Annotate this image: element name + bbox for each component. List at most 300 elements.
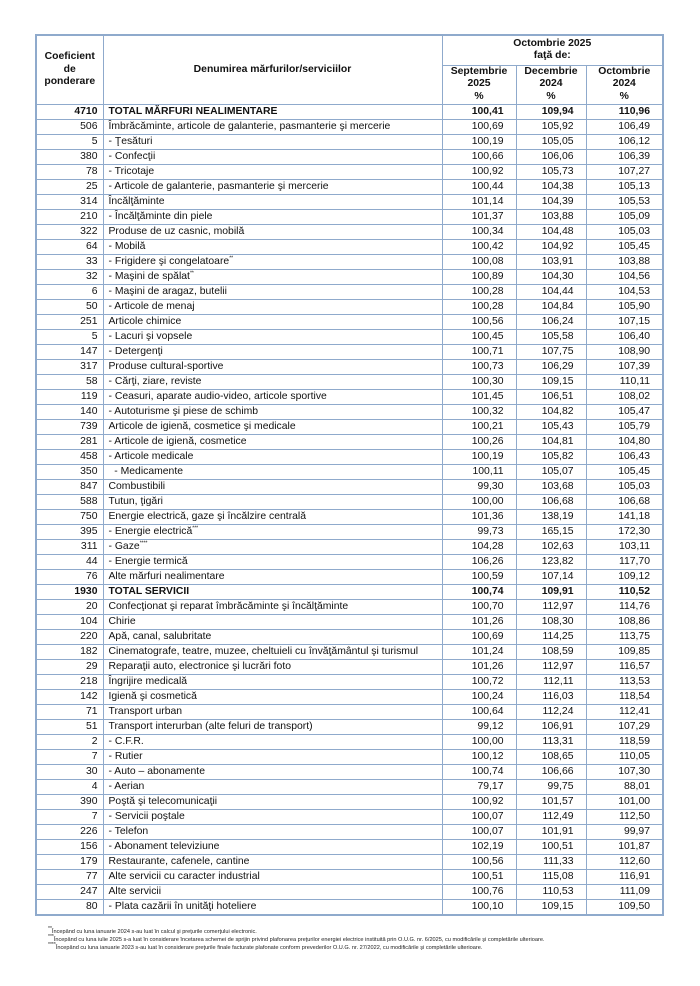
- index-sep-2025-cell: [442, 374, 516, 389]
- item-name-cell-text: - Autoturisme şi piese de schimb: [108, 405, 259, 417]
- index-oct-2024-cell-text: 116,91: [618, 870, 650, 882]
- index-oct-2024-cell-text: 110,52: [618, 585, 650, 597]
- index-dec-2024-cell: [516, 884, 586, 899]
- weight-cell: [36, 224, 103, 239]
- index-sep-2025-cell: [442, 719, 516, 734]
- index-dec-2024-cell-text: 108,65: [541, 750, 574, 762]
- index-sep-2025-cell-text: 100,64: [471, 705, 504, 717]
- index-dec-2024-cell-text: 114,25: [542, 630, 574, 642]
- index-dec-2024-cell-text: 112,11: [543, 675, 574, 687]
- index-dec-2024-cell: [516, 344, 586, 359]
- item-name-cell: [103, 104, 442, 119]
- weight-cell-text: 182: [80, 645, 98, 657]
- weight-cell: [36, 854, 103, 869]
- index-dec-2024-cell: [516, 149, 586, 164]
- item-name-cell: [103, 404, 442, 419]
- weight-cell-text: 78: [85, 165, 98, 177]
- index-sep-2025-cell: [442, 299, 516, 314]
- index-dec-2024-cell-text: 104,30: [541, 270, 574, 282]
- weight-cell: [36, 659, 103, 674]
- index-dec-2024-cell-text: 112,97: [542, 660, 574, 672]
- item-name-cell: [103, 344, 442, 359]
- index-oct-2024-cell-text: 108,02: [618, 390, 650, 402]
- index-oct-2024-cell-text: 99,97: [623, 825, 650, 837]
- index-dec-2024-cell: [516, 644, 586, 659]
- weight-cell: [36, 884, 103, 899]
- item-name-cell: [103, 494, 442, 509]
- col-label: Septembrie: [450, 65, 508, 77]
- table-row: [36, 284, 663, 299]
- index-oct-2024-cell: [586, 554, 663, 569]
- item-name-cell-text: Alte servicii: [108, 885, 162, 897]
- index-oct-2024-cell: [586, 899, 663, 915]
- index-dec-2024-cell-text: 108,59: [541, 645, 574, 657]
- index-sep-2025-cell-text: 100,44: [471, 180, 504, 192]
- index-sep-2025-cell: [442, 434, 516, 449]
- index-dec-2024-cell-text: 106,91: [541, 720, 574, 732]
- weight-cell: [36, 179, 103, 194]
- period-group-header: [442, 35, 663, 65]
- item-name-cell-text: Îngrijire medicală: [108, 675, 188, 687]
- footnote: [48, 928, 678, 936]
- item-name-cell: [103, 629, 442, 644]
- index-dec-2024-cell: [516, 569, 586, 584]
- index-oct-2024-cell: [586, 854, 663, 869]
- table-row: [36, 779, 663, 794]
- index-sep-2025-cell: [442, 359, 516, 374]
- index-dec-2024-cell: [516, 824, 586, 839]
- index-sep-2025-cell: [442, 269, 516, 284]
- index-sep-2025-cell-text: 100,56: [471, 855, 504, 867]
- index-dec-2024-cell: [516, 269, 586, 284]
- index-oct-2024-cell: [586, 194, 663, 209]
- item-name-cell: [103, 374, 442, 389]
- index-dec-2024-cell: [516, 404, 586, 419]
- index-oct-2024-cell-text: 118,59: [618, 735, 650, 747]
- index-oct-2024-cell-text: 116,57: [618, 660, 650, 672]
- item-name-cell-text: Produse de uz casnic, mobilă: [108, 225, 245, 237]
- index-dec-2024-cell-text: 106,51: [541, 390, 574, 402]
- index-dec-2024-cell: [516, 164, 586, 179]
- index-oct-2024-cell: [586, 584, 663, 599]
- item-name-cell-text: - Maşini de aragaz, butelii: [108, 285, 227, 297]
- index-sep-2025-cell-text: 100,28: [471, 300, 504, 312]
- item-name-cell-text: Transport urban: [108, 705, 183, 717]
- item-name-cell: [103, 254, 442, 269]
- index-dec-2024-cell: [516, 314, 586, 329]
- index-dec-2024-cell-text: 106,24: [541, 315, 574, 327]
- weight-cell-text: 458: [80, 450, 98, 462]
- table-row: [36, 419, 663, 434]
- weight-cell-text: 2: [91, 735, 98, 747]
- weight-cell: [36, 644, 103, 659]
- index-sep-2025-cell: [442, 629, 516, 644]
- index-sep-2025-cell-text: 100,69: [471, 630, 504, 642]
- weight-cell-text: 750: [80, 510, 98, 522]
- coef-column-header: [36, 35, 103, 104]
- index-sep-2025-cell-text: 100,69: [471, 120, 504, 132]
- index-oct-2024-cell-text: 104,53: [618, 285, 650, 297]
- weight-cell: [36, 554, 103, 569]
- index-sep-2025-cell-text: 100,74: [471, 765, 504, 777]
- weight-cell: [36, 749, 103, 764]
- index-sep-2025-cell-text: 104,28: [471, 540, 504, 552]
- index-sep-2025-cell: [442, 284, 516, 299]
- index-oct-2024-cell: [586, 614, 663, 629]
- table-row: [36, 839, 663, 854]
- index-oct-2024-cell-text: 105,03: [618, 480, 650, 492]
- weight-cell: [36, 809, 103, 824]
- table-row: [36, 464, 663, 479]
- item-name-cell: [103, 704, 442, 719]
- index-oct-2024-cell-text: 105,79: [618, 420, 650, 432]
- item-name-cell: [103, 899, 442, 915]
- index-oct-2024-cell: [586, 599, 663, 614]
- index-sep-2025-cell-text: 102,19: [471, 840, 504, 852]
- weight-cell-text: 6: [91, 285, 98, 297]
- index-sep-2025-cell: [442, 419, 516, 434]
- item-name-cell: [103, 134, 442, 149]
- index-dec-2024-cell: [516, 899, 586, 915]
- index-sep-2025-cell-text: 100,32: [471, 405, 504, 417]
- index-oct-2024-cell-text: 105,45: [618, 465, 650, 477]
- index-sep-2025-cell: [442, 524, 516, 539]
- table-row: [36, 194, 663, 209]
- index-oct-2024-cell-text: 106,68: [618, 495, 650, 507]
- item-name-cell-text: Confecţionat şi reparat îmbrăcăminte şi încălţăminte: [108, 600, 349, 612]
- index-sep-2025-cell: [442, 779, 516, 794]
- price-index-table-container: [35, 34, 662, 916]
- item-name-cell: [103, 584, 442, 599]
- table-row: [36, 689, 663, 704]
- index-dec-2024-cell-text: 105,05: [541, 135, 574, 147]
- index-oct-2024-cell-text: 109,85: [618, 645, 650, 657]
- index-dec-2024-cell: [516, 359, 586, 374]
- item-name-cell: [103, 599, 442, 614]
- weight-cell: [36, 194, 103, 209]
- item-name-cell-text: - Frigidere şi congelatoare: [108, 255, 230, 267]
- index-dec-2024-cell: [516, 629, 586, 644]
- table-row: [36, 434, 663, 449]
- item-name-cell-text: - Servicii poştale: [108, 810, 185, 822]
- table-row: [36, 599, 663, 614]
- weight-cell: [36, 764, 103, 779]
- table-row: [36, 749, 663, 764]
- weight-cell: [36, 734, 103, 749]
- index-oct-2024-cell-text: 106,43: [618, 450, 650, 462]
- table-row: [36, 629, 663, 644]
- item-name-cell-text: - C.F.R.: [108, 735, 144, 747]
- weight-cell-text: 220: [80, 630, 98, 642]
- index-oct-2024-cell: [586, 164, 663, 179]
- index-dec-2024-cell: [516, 374, 586, 389]
- table-total-row: [36, 104, 663, 119]
- col-unit: %: [619, 90, 629, 102]
- index-sep-2025-cell: [442, 179, 516, 194]
- weight-cell: [36, 149, 103, 164]
- item-name-cell-text: - Energie termică: [108, 555, 188, 567]
- index-dec-2024-cell: [516, 179, 586, 194]
- index-oct-2024-cell-text: 112,50: [618, 810, 650, 822]
- index-oct-2024-cell-text: 101,00: [618, 795, 650, 807]
- weight-cell: [36, 329, 103, 344]
- item-name-cell: [103, 329, 442, 344]
- index-oct-2024-cell: [586, 824, 663, 839]
- index-sep-2025-cell-text: 100,56: [471, 315, 504, 327]
- table-row: [36, 734, 663, 749]
- index-oct-2024-cell: [586, 269, 663, 284]
- index-sep-2025-cell: [442, 449, 516, 464]
- item-name-cell-text: Energie electrică, gaze şi încălzire centrală: [108, 510, 307, 522]
- index-oct-2024-cell-text: 108,86: [618, 615, 650, 627]
- index-dec-2024-cell: [516, 854, 586, 869]
- index-oct-2024-cell-text: 105,03: [618, 225, 650, 237]
- table-row: [36, 884, 663, 899]
- index-sep-2025-cell: [442, 614, 516, 629]
- index-dec-2024-cell-text: 103,91: [541, 255, 574, 267]
- table-row: [36, 389, 663, 404]
- weight-cell-text: 4: [91, 780, 98, 792]
- footnote-text: Începând cu luna ianuarie 2023 s-au luat în considerare preţurile finale facturate plafonate conform prevederilor O.U.G. nr. 27/2022, cu modificările şi completările ulterioare.: [55, 945, 483, 951]
- index-sep-2025-cell-text: 100,92: [471, 165, 504, 177]
- index-sep-2025-cell-text: 79,17: [477, 780, 504, 792]
- weight-cell: [36, 479, 103, 494]
- weight-cell-text: 1930: [74, 585, 98, 597]
- index-sep-2025-cell: [442, 644, 516, 659]
- index-oct-2024-cell: [586, 404, 663, 419]
- index-oct-2024-cell: [586, 794, 663, 809]
- table-row: [36, 359, 663, 374]
- index-dec-2024-cell: [516, 134, 586, 149]
- weight-cell-text: 588: [80, 495, 98, 507]
- item-name-cell: [103, 224, 442, 239]
- weight-cell: [36, 614, 103, 629]
- index-dec-2024-cell: [516, 734, 586, 749]
- table-row: [36, 494, 663, 509]
- index-dec-2024-cell-text: 105,73: [541, 165, 574, 177]
- index-sep-2025-cell-text: 101,26: [471, 660, 504, 672]
- item-name-cell: [103, 854, 442, 869]
- index-sep-2025-cell-text: 100,72: [471, 675, 504, 687]
- footnote-marker: **: [189, 270, 194, 277]
- index-dec-2024-cell-text: 115,08: [542, 870, 574, 882]
- table-row: [36, 809, 663, 824]
- index-sep-2025-cell: [442, 224, 516, 239]
- weight-cell: [36, 284, 103, 299]
- weight-cell-text: 142: [80, 690, 98, 702]
- index-dec-2024-cell-text: 106,29: [541, 360, 574, 372]
- item-name-cell: [103, 314, 442, 329]
- index-oct-2024-cell-text: 103,11: [618, 540, 650, 552]
- table-row: [36, 899, 663, 915]
- index-sep-2025-cell: [442, 104, 516, 119]
- table-total-row: [36, 584, 663, 599]
- sep-2025-column-header: [442, 65, 516, 104]
- index-oct-2024-cell: [586, 389, 663, 404]
- item-name-cell-text: - Energie electrică: [108, 525, 193, 537]
- index-dec-2024-cell: [516, 434, 586, 449]
- table-row: [36, 524, 663, 539]
- index-oct-2024-cell: [586, 689, 663, 704]
- index-dec-2024-cell-text: 111,33: [543, 855, 574, 867]
- weight-cell: [36, 524, 103, 539]
- index-dec-2024-cell: [516, 509, 586, 524]
- index-dec-2024-cell-text: 113,31: [542, 735, 574, 747]
- index-dec-2024-cell-text: 106,06: [541, 150, 574, 162]
- item-name-cell: [103, 164, 442, 179]
- index-sep-2025-cell: [442, 149, 516, 164]
- index-oct-2024-cell: [586, 464, 663, 479]
- weight-cell: [36, 434, 103, 449]
- weight-cell: [36, 539, 103, 554]
- col-year: 2025: [467, 78, 491, 90]
- index-dec-2024-cell: [516, 764, 586, 779]
- weight-cell-text: 350: [80, 465, 98, 477]
- index-dec-2024-cell-text: 109,15: [541, 375, 574, 387]
- index-sep-2025-cell-text: 100,26: [471, 435, 504, 447]
- weight-cell: [36, 779, 103, 794]
- weight-cell-text: 5: [91, 330, 98, 342]
- weight-cell: [36, 584, 103, 599]
- period-group-line2: faţă de:: [533, 50, 571, 62]
- index-oct-2024-cell-text: 107,29: [618, 720, 650, 732]
- index-sep-2025-cell-text: 100,45: [471, 330, 504, 342]
- index-dec-2024-cell: [516, 779, 586, 794]
- item-name-cell-text: Produse cultural-sportive: [108, 360, 224, 372]
- index-dec-2024-cell: [516, 329, 586, 344]
- index-sep-2025-cell-text: 100,30: [471, 375, 504, 387]
- index-dec-2024-cell: [516, 224, 586, 239]
- item-name-cell-text: - Cărţi, ziare, reviste: [108, 375, 202, 387]
- index-dec-2024-cell: [516, 719, 586, 734]
- item-name-cell-text: - Lacuri şi vopsele: [108, 330, 193, 342]
- weight-cell: [36, 344, 103, 359]
- index-oct-2024-cell: [586, 749, 663, 764]
- index-sep-2025-cell-text: 99,12: [477, 720, 504, 732]
- index-sep-2025-cell-text: 100,07: [471, 825, 504, 837]
- table-row: [36, 659, 663, 674]
- index-oct-2024-cell: [586, 734, 663, 749]
- item-name-cell-text: TOTAL SERVICII: [108, 585, 190, 597]
- item-name-cell-text: - Articole de galanterie, pasmanterie şi mercerie: [108, 180, 329, 192]
- index-oct-2024-cell-text: 104,56: [618, 270, 650, 282]
- weight-cell: [36, 119, 103, 134]
- index-dec-2024-cell-text: 112,97: [542, 600, 574, 612]
- weight-cell-text: 33: [85, 255, 98, 267]
- index-sep-2025-cell: [442, 464, 516, 479]
- weight-cell-text: 58: [85, 375, 98, 387]
- item-name-cell: [103, 194, 442, 209]
- weight-cell: [36, 824, 103, 839]
- index-oct-2024-cell-text: 113,53: [618, 675, 650, 687]
- index-oct-2024-cell: [586, 494, 663, 509]
- weight-cell: [36, 209, 103, 224]
- index-oct-2024-cell: [586, 149, 663, 164]
- index-sep-2025-cell: [442, 764, 516, 779]
- weight-cell-text: 32: [85, 270, 98, 282]
- footnote: [48, 944, 678, 952]
- table-row: [36, 374, 663, 389]
- index-dec-2024-cell: [516, 239, 586, 254]
- index-oct-2024-cell-text: 112,41: [618, 705, 650, 717]
- index-sep-2025-cell: [442, 584, 516, 599]
- item-name-cell-text: - Ţesături: [108, 135, 153, 147]
- index-sep-2025-cell: [442, 689, 516, 704]
- price-index-table: [35, 34, 664, 916]
- table-row: [36, 869, 663, 884]
- index-oct-2024-cell-text: 108,90: [618, 345, 650, 357]
- index-sep-2025-cell-text: 101,36: [471, 510, 504, 522]
- index-dec-2024-cell: [516, 704, 586, 719]
- item-name-cell: [103, 614, 442, 629]
- item-name-cell: [103, 419, 442, 434]
- footnote-text: Începând cu luna ianuarie 2024 s-au luat în calcul şi preţurile comerţului electronic.: [51, 929, 257, 935]
- index-sep-2025-cell: [442, 254, 516, 269]
- index-sep-2025-cell-text: 100,51: [471, 870, 504, 882]
- index-sep-2025-cell: [442, 239, 516, 254]
- index-sep-2025-cell-text: 100,12: [471, 750, 504, 762]
- index-oct-2024-cell-text: 172,30: [618, 525, 650, 537]
- col-year: 2024: [539, 78, 563, 90]
- weight-cell-text: 395: [80, 525, 98, 537]
- weight-cell-text: 140: [80, 405, 98, 417]
- item-name-cell-text: - Detergenţi: [108, 345, 163, 357]
- index-oct-2024-cell-text: 109,50: [618, 900, 650, 912]
- index-oct-2024-cell: [586, 209, 663, 224]
- index-sep-2025-cell-text: 100,73: [471, 360, 504, 372]
- index-oct-2024-cell: [586, 764, 663, 779]
- item-name-cell-text: Poştă şi telecomunicaţii: [108, 795, 218, 807]
- index-sep-2025-cell: [442, 314, 516, 329]
- item-name-cell: [103, 659, 442, 674]
- table-row: [36, 239, 663, 254]
- item-name-cell: [103, 464, 442, 479]
- item-name-cell: [103, 794, 442, 809]
- weight-cell-text: 147: [80, 345, 98, 357]
- item-name-cell: [103, 569, 442, 584]
- table-row: [36, 674, 663, 689]
- table-header: [36, 35, 663, 104]
- table-row: [36, 764, 663, 779]
- index-sep-2025-cell: [442, 869, 516, 884]
- index-sep-2025-cell-text: 100,11: [472, 465, 504, 477]
- index-oct-2024-cell: [586, 419, 663, 434]
- index-dec-2024-cell-text: 109,15: [541, 900, 574, 912]
- table-row: [36, 119, 663, 134]
- item-name-cell-text: - Tricotaje: [108, 165, 155, 177]
- index-oct-2024-cell: [586, 254, 663, 269]
- item-name-cell: [103, 644, 442, 659]
- weight-cell: [36, 134, 103, 149]
- weight-cell: [36, 359, 103, 374]
- index-dec-2024-cell-text: 106,68: [541, 495, 574, 507]
- index-oct-2024-cell: [586, 629, 663, 644]
- index-sep-2025-cell: [442, 389, 516, 404]
- index-dec-2024-cell-text: 112,24: [542, 705, 574, 717]
- index-oct-2024-cell: [586, 704, 663, 719]
- footnote-text: Începând cu luna iulie 2025 s-a luat în considerare încetarea schemei de sprijin privind plafonarea preţurilor energiei electrice instituită prin O.U.G. nr. 6/2025, cu modificările şi completările ulterioare.: [53, 937, 545, 943]
- item-name-cell-text: - Ceasuri, aparate audio-video, articole sportive: [108, 390, 327, 402]
- index-oct-2024-cell-text: 109,12: [618, 570, 650, 582]
- table-row: [36, 704, 663, 719]
- index-dec-2024-cell: [516, 794, 586, 809]
- table-row: [36, 329, 663, 344]
- index-dec-2024-cell: [516, 584, 586, 599]
- index-dec-2024-cell: [516, 839, 586, 854]
- index-dec-2024-cell-text: 123,82: [541, 555, 574, 567]
- weight-cell-text: 7: [91, 810, 98, 822]
- index-sep-2025-cell: [442, 704, 516, 719]
